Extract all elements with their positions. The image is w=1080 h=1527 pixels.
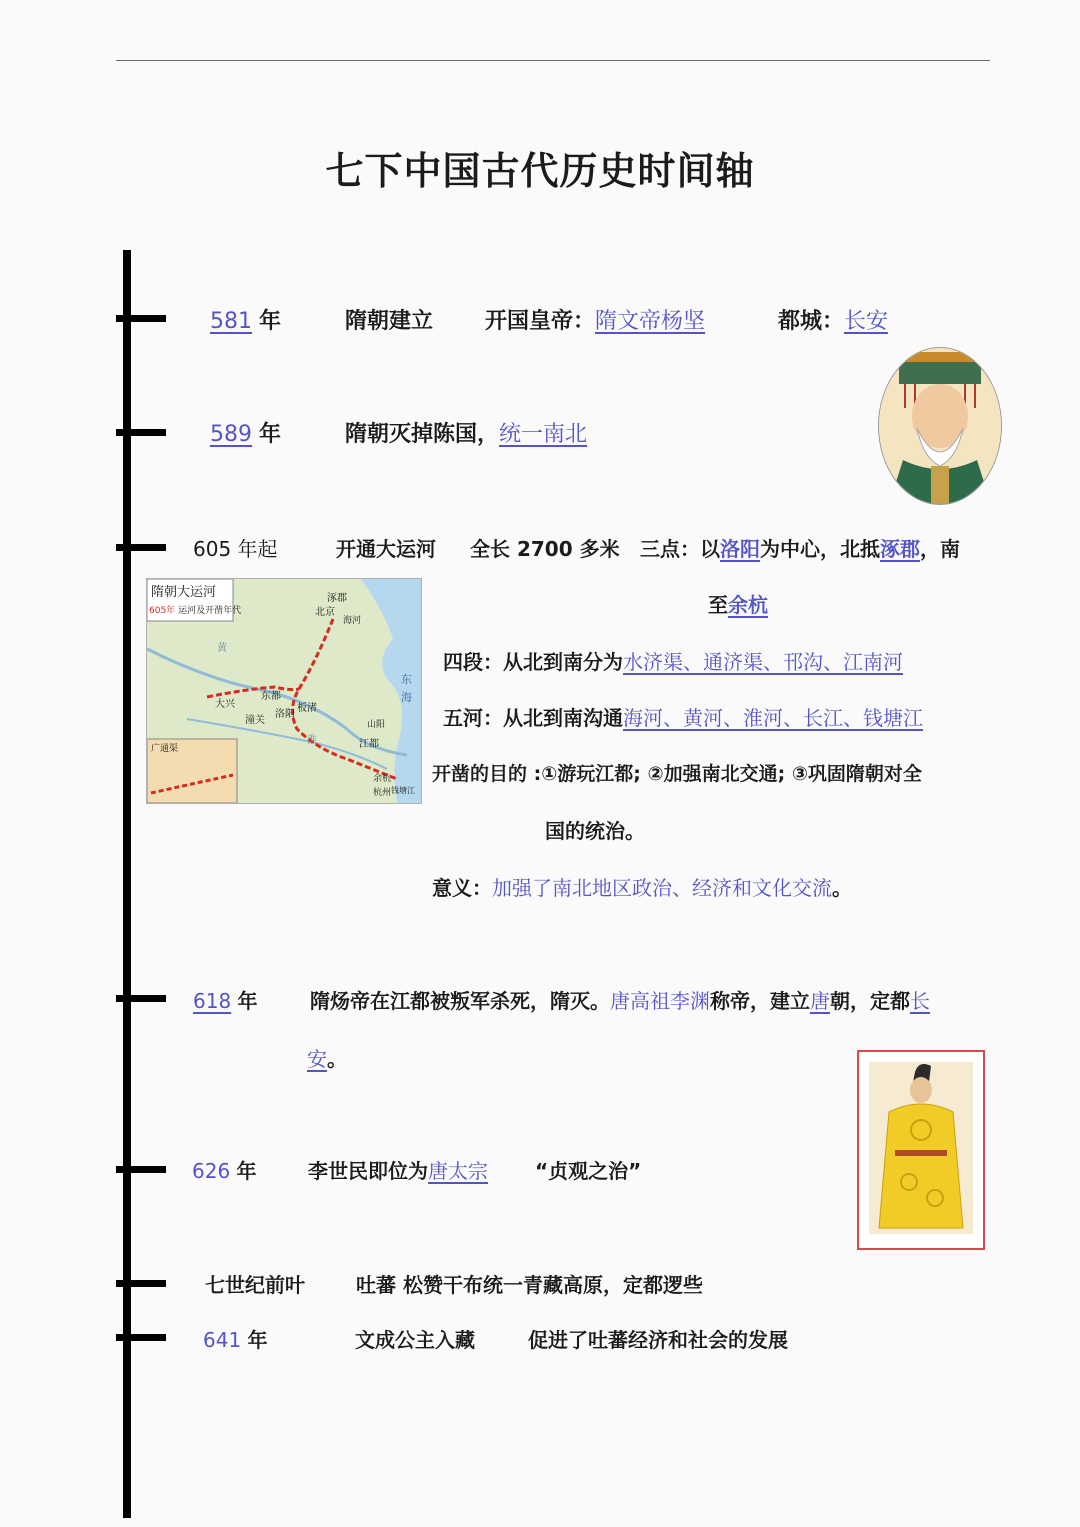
event-year-link[interactable]: 581 bbox=[210, 309, 252, 334]
dynasty-link[interactable]: 唐 bbox=[810, 989, 830, 1013]
map-label: 杭州 bbox=[373, 788, 392, 798]
timeline-tick bbox=[116, 1166, 166, 1173]
event-year: 641 bbox=[203, 1328, 242, 1352]
map-label: 涿郡 bbox=[327, 593, 347, 604]
event-text-main: 李世民即位为 bbox=[308, 1159, 428, 1183]
emperor-label: 开国皇帝： bbox=[485, 309, 596, 334]
event-year: 七世纪前叶 bbox=[205, 1273, 305, 1297]
top-rule bbox=[116, 60, 990, 61]
emperor-portrait-image bbox=[878, 347, 1002, 505]
capital-link[interactable]: 长 bbox=[910, 989, 930, 1013]
map-label: 余杭 bbox=[373, 774, 392, 784]
capital-link[interactable]: 安 bbox=[307, 1047, 327, 1071]
event-text: 吐蕃 松赞干布统一青藏高原，定都逻些 bbox=[356, 1273, 703, 1297]
map-label: 钱塘江 bbox=[391, 786, 415, 795]
event-626 bbox=[192, 1158, 257, 1184]
event-year: 605 年起 bbox=[193, 537, 278, 561]
event-year-unit: 年 bbox=[236, 1159, 257, 1183]
page-title: 七下中国古代历史时间轴 bbox=[325, 149, 755, 193]
event-text bbox=[310, 988, 930, 1014]
rivers-link[interactable]: 海河、黄河、淮河、长江、钱塘江 bbox=[623, 706, 923, 730]
map-label: 北京 bbox=[315, 607, 335, 618]
map-legend-text: 运河及开凿年代 bbox=[178, 606, 242, 616]
map-label: 洛阳 bbox=[275, 709, 295, 720]
event-text: 促进了吐蕃经济和社会的发展 bbox=[528, 1328, 788, 1352]
timeline-tick bbox=[116, 429, 166, 436]
yuhang-link[interactable]: 余杭 bbox=[728, 593, 768, 617]
event-581 bbox=[210, 309, 281, 335]
event-year-link[interactable]: 618 bbox=[193, 989, 232, 1013]
event-year-unit: 年 bbox=[259, 309, 282, 334]
map-label: 海 bbox=[401, 691, 412, 704]
event-text-main: 。 bbox=[327, 1047, 347, 1071]
event-text-main: 朝，定都 bbox=[830, 989, 910, 1013]
event-text-main: 隋朝灭掉陈国， bbox=[345, 422, 500, 447]
canal-length: 全长 2700 多米 bbox=[470, 537, 620, 561]
canal-points-end bbox=[708, 592, 768, 618]
unify-link[interactable]: 统一南北 bbox=[499, 422, 588, 447]
points-text: 三点：以 bbox=[640, 537, 720, 561]
event-text: 隋朝建立 bbox=[345, 309, 434, 334]
timeline-tick bbox=[116, 1280, 166, 1287]
zhenguan-text: “贞观之治” bbox=[535, 1159, 642, 1183]
map-label: 山阳 bbox=[367, 720, 386, 730]
event-emperor bbox=[485, 309, 705, 335]
points-text: 至 bbox=[708, 593, 728, 617]
map-title: 隋朝大运河 bbox=[151, 585, 217, 600]
timeline-tick bbox=[116, 1334, 166, 1341]
event-text bbox=[345, 422, 587, 448]
event-text-main: 隋炀帝在江都被叛军杀死，隋灭。 bbox=[310, 989, 610, 1013]
event-year-unit: 年 bbox=[247, 1328, 268, 1352]
event-text bbox=[308, 1158, 488, 1184]
emperor-portrait-image bbox=[857, 1050, 985, 1250]
zhuojun-link[interactable]: 涿郡 bbox=[880, 537, 920, 561]
canal-purpose: 开凿的目的 :①游玩江都; ②加强南北交通; ③巩固隋朝对全 bbox=[432, 763, 922, 785]
canal-rivers bbox=[443, 705, 923, 731]
map-label: 黄 bbox=[217, 643, 227, 654]
event-text-main: 称帝，建立 bbox=[710, 989, 810, 1013]
event-text: 文成公主入藏 bbox=[355, 1328, 475, 1352]
meaning-end: 。 bbox=[832, 876, 852, 900]
canal-purpose-end: 国的统治。 bbox=[545, 819, 645, 843]
meaning-label: 意义： bbox=[432, 876, 492, 900]
grand-canal-map bbox=[146, 578, 422, 804]
event-year-link[interactable]: 589 bbox=[210, 422, 252, 447]
canal-meaning bbox=[432, 875, 852, 901]
event-text: 开通大运河 bbox=[336, 537, 436, 561]
event-text-end bbox=[307, 1046, 347, 1072]
luoyang-link[interactable]: 洛阳 bbox=[720, 537, 760, 561]
event-year: 626 bbox=[192, 1159, 231, 1183]
map-legend bbox=[149, 603, 241, 616]
map-label: 大兴 bbox=[215, 699, 235, 710]
map-label: 东 bbox=[401, 673, 412, 686]
event-589 bbox=[210, 422, 281, 448]
event-641 bbox=[203, 1327, 268, 1353]
capital-link[interactable]: 长安 bbox=[844, 309, 889, 334]
map-label: 淮 bbox=[307, 735, 317, 746]
canal-points bbox=[640, 536, 960, 562]
event-618 bbox=[193, 988, 258, 1014]
timeline-tick bbox=[116, 544, 166, 551]
timeline-axis bbox=[123, 250, 131, 1518]
map-label: 东都 bbox=[261, 691, 281, 702]
points-text: ，南 bbox=[920, 537, 960, 561]
timeline-tick bbox=[116, 995, 166, 1002]
canal-sections bbox=[443, 649, 903, 675]
event-year-unit: 年 bbox=[237, 989, 258, 1013]
map-label: 潼关 bbox=[245, 715, 265, 726]
sections-link[interactable]: 水济渠、通济渠、邗沟、江南河 bbox=[623, 650, 903, 674]
timeline-tick bbox=[116, 315, 166, 322]
map-label: 海河 bbox=[343, 616, 362, 626]
taizong-link[interactable]: 唐太宗 bbox=[428, 1159, 488, 1183]
map-label: 板渚 bbox=[297, 703, 317, 714]
map-inset-label: 广通渠 bbox=[151, 744, 179, 754]
points-text: 为中心，北抵 bbox=[760, 537, 880, 561]
map-legend-tag: 605年 bbox=[149, 606, 176, 616]
event-capital bbox=[778, 309, 888, 335]
founder-text: 唐高祖李渊 bbox=[610, 989, 710, 1013]
emperor-link[interactable]: 隋文帝杨坚 bbox=[595, 309, 706, 334]
sections-label: 四段：从北到南分为 bbox=[443, 650, 623, 674]
capital-label: 都城： bbox=[778, 309, 845, 334]
event-year-unit: 年 bbox=[259, 422, 282, 447]
meaning-text: 加强了南北地区政治、经济和文化交流 bbox=[492, 876, 832, 900]
map-label: 江都 bbox=[359, 739, 379, 750]
rivers-label: 五河：从北到南沟通 bbox=[443, 706, 623, 730]
